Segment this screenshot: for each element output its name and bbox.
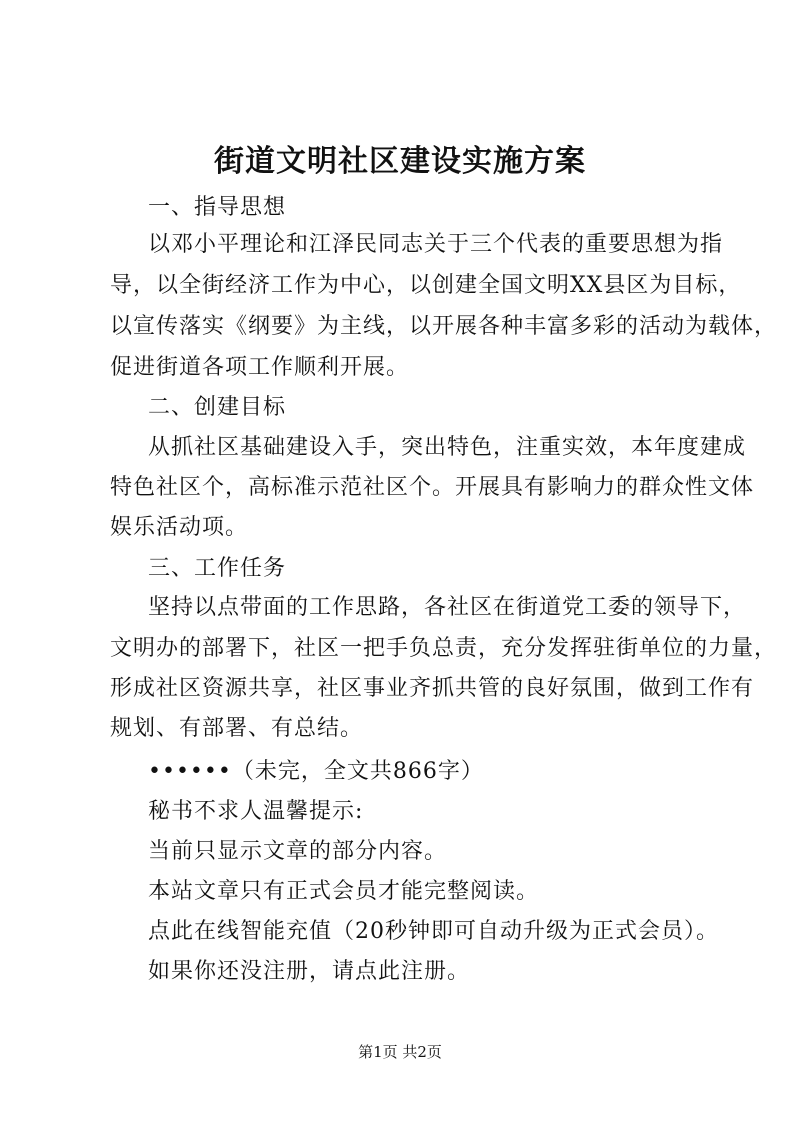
page-number-footer: 第1页 共2页 [358, 1043, 442, 1061]
recharge-link[interactable]: 点此在线智能充值（20秒钟即可自动升级为正式会员）。 [148, 919, 719, 944]
truncation-note: ••••••（未完，全文共866字） [148, 759, 484, 784]
notice-item: 当前只显示文章的部分内容。 [148, 839, 448, 864]
section-heading: 二、创建目标 [148, 395, 287, 420]
paragraph-line: 以邓小平理论和江泽民同志关于三个代表的重要思想为指 [148, 232, 724, 257]
paragraph-line: 形成社区资源共享，社区事业齐抓共管的良好氛围，做到工作有 [110, 676, 755, 701]
notice-item: 本站文章只有正式会员才能完整阅读。 [148, 879, 540, 904]
section-heading: 三、工作任务 [148, 556, 287, 581]
paragraph-line: 规划、有部署、有总结。 [110, 716, 364, 741]
section-heading: 一、指导思想 [148, 195, 287, 220]
paragraph-line: 坚持以点带面的工作思路，各社区在街道党工委的领导下， [148, 595, 747, 620]
paragraph-line: 从抓社区基础建设入手，突出特色，注重实效，本年度建成 [148, 435, 747, 460]
paragraph-line: 娱乐活动项。 [110, 515, 249, 540]
paragraph-line: 导，以全街经济工作为中心，以创建全国文明XX县区为目标， [110, 273, 742, 298]
paragraph-line: 文明办的部署下，社区一把手负总责，充分发挥驻街单位的力量， [110, 636, 778, 661]
notice-heading: 秘书不求人温馨提示: [148, 799, 364, 824]
paragraph-line: 促进街道各项工作顺利开展。 [110, 355, 410, 380]
paragraph-line: 特色社区个，高标准示范社区个。开展具有影响力的群众性文体 [110, 475, 755, 500]
register-link[interactable]: 如果你还没注册，请点此注册。 [148, 959, 471, 984]
paragraph-line: 以宣传落实《纲要》为主线，以开展各种丰富多彩的活动为载体， [110, 314, 778, 339]
document-title: 街道文明社区建设实施方案 [214, 144, 586, 179]
